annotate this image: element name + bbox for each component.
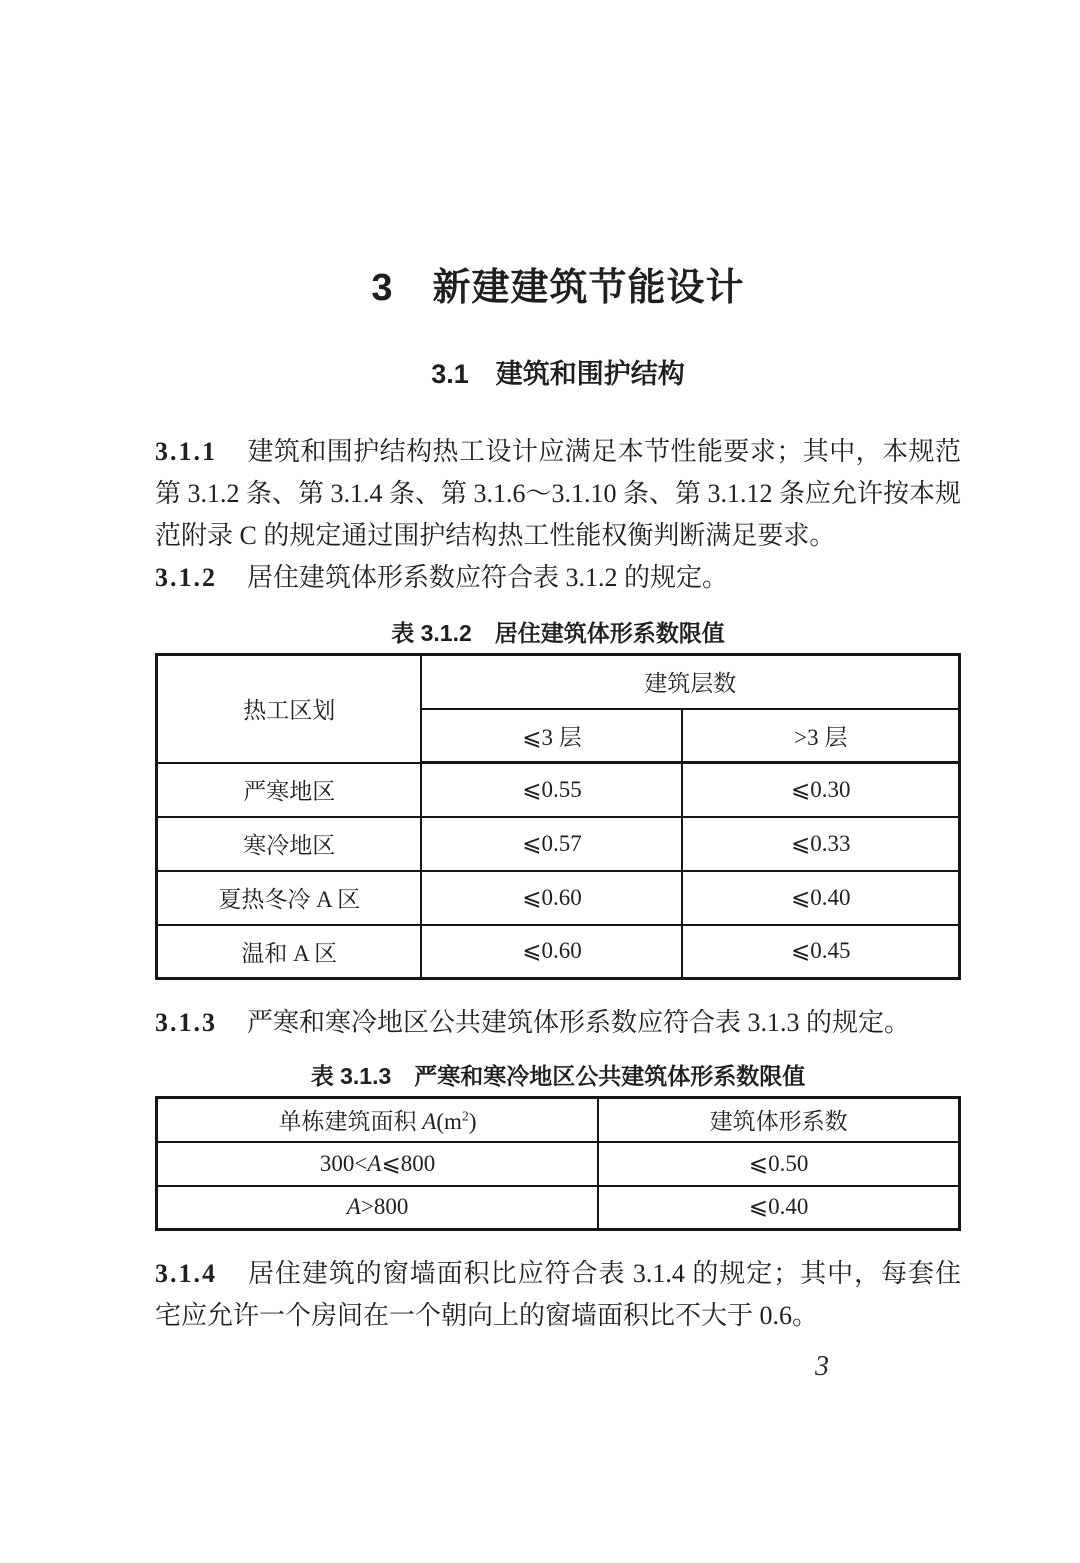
floors-group-header-cell: 建筑层数 — [421, 655, 959, 709]
area-header-text: 单栋建筑面积 — [278, 1109, 423, 1135]
clause-text: 建筑和围护结构热工设计应满足本节性能要求；其中，本规范第 3.1.2 条、第 3.1.4 条、第 3.1.6～3.1.10 条、第 3.1.12 条应允许按本规范附录 C 的规定通过围护结构热工性能权衡判断满足要求。 — [155, 437, 962, 550]
table-row — [157, 817, 960, 871]
clause-3-1-1 — [155, 431, 961, 557]
value-cell: ⩽0.30 — [682, 763, 959, 817]
zone-cell: 夏热冬冷 A 区 — [157, 871, 422, 925]
chapter-title: 3 新建建筑节能设计 — [371, 267, 745, 309]
table-row — [157, 1186, 960, 1230]
table-header-row — [157, 1098, 960, 1142]
value-cell: ⩽0.45 — [682, 925, 959, 979]
table-3-1-3 — [155, 1096, 961, 1231]
table-3-1-2-caption: 表 3.1.2 居住建筑体形系数限值 — [391, 620, 725, 646]
zone-cell: 温和 A 区 — [157, 925, 422, 979]
area-header-cell — [157, 1098, 599, 1142]
area-range-cell — [157, 1186, 599, 1230]
clause-number: 3.1.1 — [155, 437, 217, 466]
value-cell: ⩽0.57 — [421, 817, 682, 871]
area-variable: A — [422, 1109, 437, 1135]
table-row — [157, 1142, 960, 1186]
table-row — [157, 871, 960, 925]
floors-le3-header-cell: ⩽3 层 — [421, 709, 682, 763]
area-unit-close: ) — [468, 1109, 477, 1135]
area-range-prefix: 300< — [319, 1150, 368, 1176]
document-page — [155, 0, 961, 1383]
table-row — [157, 925, 960, 979]
table-row — [157, 763, 960, 817]
value-cell: ⩽0.60 — [421, 925, 682, 979]
clause-number: 3.1.2 — [155, 563, 217, 592]
floors-gt3-header-cell: >3 层 — [682, 709, 959, 763]
coefficient-value-cell: ⩽0.50 — [598, 1142, 959, 1186]
page-number: 3 — [815, 1351, 829, 1382]
coefficient-value-cell: ⩽0.40 — [598, 1186, 959, 1230]
area-range-suffix: ⩽800 — [381, 1150, 436, 1176]
clause-number: 3.1.3 — [155, 1008, 217, 1037]
area-range-cell — [157, 1142, 599, 1186]
table-3-1-3-caption: 表 3.1.3 严寒和寒冷地区公共建筑体形系数限值 — [310, 1063, 806, 1089]
zone-cell: 寒冷地区 — [157, 817, 422, 871]
zone-header-cell: 热工区划 — [157, 655, 422, 763]
section-title: 3.1 建筑和围护结构 — [431, 359, 685, 389]
clause-3-1-3 — [155, 1002, 961, 1044]
zone-cell: 严寒地区 — [157, 763, 422, 817]
clause-3-1-4 — [155, 1253, 961, 1337]
coefficient-header-cell: 建筑体形系数 — [598, 1098, 959, 1142]
area-unit-open: (m — [436, 1109, 462, 1135]
clause-text: 严寒和寒冷地区公共建筑体形系数应符合表 3.1.3 的规定。 — [247, 1008, 911, 1037]
area-variable: A — [367, 1150, 382, 1176]
value-cell: ⩽0.40 — [682, 871, 959, 925]
area-range-suffix: >800 — [360, 1194, 409, 1220]
clause-text: 居住建筑体形系数应符合表 3.1.2 的规定。 — [247, 563, 729, 592]
table-3-1-2 — [155, 653, 961, 980]
area-unit-superscript: 2 — [461, 1109, 469, 1125]
value-cell: ⩽0.33 — [682, 817, 959, 871]
value-cell: ⩽0.60 — [421, 871, 682, 925]
value-cell: ⩽0.55 — [421, 763, 682, 817]
clause-text: 居住建筑的窗墙面积比应符合表 3.1.4 的规定；其中，每套住宅应允许一个房间在一个朝向上的窗墙面积比不大于 0.6。 — [155, 1259, 961, 1330]
clause-number: 3.1.4 — [155, 1259, 217, 1288]
area-variable: A — [346, 1194, 361, 1220]
table-header-row — [157, 655, 960, 709]
clause-3-1-2 — [155, 557, 961, 599]
